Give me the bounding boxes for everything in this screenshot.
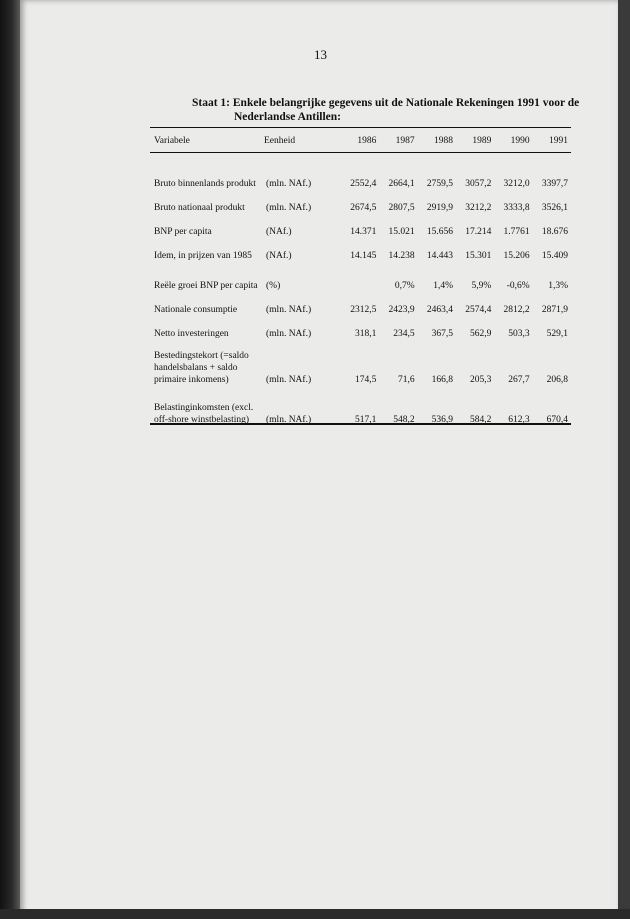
caption-line-2: Nederlandse Antillen: [234,111,342,123]
cell-value: 1.7761 [503,227,530,237]
cell-value: 562,9 [469,329,492,339]
row-label: BNP per capita [154,227,212,237]
cell-value: 2919,9 [426,203,453,213]
cell-value: 205,3 [469,375,492,385]
row-label: Belastinginkomsten (excl. off-shore winstbelasting) [154,403,254,425]
cell-value: 14.371 [350,227,377,237]
cell-value: 267,7 [508,375,530,385]
cell-value: 166,8 [431,375,453,385]
cell-value: 174,5 [354,375,377,385]
cell-value: 584,2 [469,415,492,425]
cell-value: 3057,2 [465,179,492,189]
cell-value: 2574,4 [465,305,492,315]
cell-value: 2552,4 [350,179,377,189]
page-number: 13 [314,47,327,62]
cell-value: 3212,2 [465,203,492,213]
row-label: Netto investeringen [154,329,229,339]
cell-value: 2312,5 [350,305,377,315]
cell-value: 2423,9 [388,305,415,315]
cell-value [340,262,378,292]
cell-value: 234,5 [393,329,415,339]
table-row [152,340,570,386]
row-unit: (mln. NAf.) [266,179,312,189]
header-unit: Eenheid [264,136,296,146]
header-year: 1989 [472,136,492,146]
cell-value: 3333,8 [503,203,530,213]
row-unit: (mln. NAf.) [266,305,312,315]
table-row [152,292,570,316]
cell-value: 529,1 [546,329,568,339]
table-row [152,190,570,214]
cell-value: 670,4 [546,415,568,425]
page-bottom-edge [0,909,630,919]
cell-value: 17.214 [465,227,492,237]
cell-value: 1,4% [433,281,453,291]
cell-value: 2674,5 [350,203,377,213]
page-right-edge [618,0,630,919]
row-unit: (mln. NAf.) [266,375,312,385]
cell-value: 206,8 [546,375,568,385]
cell-value: 5,9% [471,281,492,291]
cell-value: 517,1 [354,415,377,425]
cell-value: 1,3% [548,281,568,291]
document-page [20,0,618,919]
cell-value: 15.021 [388,227,415,237]
cell-value: 0,7% [394,281,415,291]
cell-value: 18.676 [541,227,568,237]
cell-value: 15.656 [426,227,453,237]
cell-value: 2807,5 [388,203,415,213]
header-year: 1990 [510,136,530,146]
row-unit: (mln. NAf.) [266,415,312,425]
cell-value: 3212,0 [503,179,530,189]
book-binding-edge [0,0,20,919]
cell-value: 15.409 [541,251,568,261]
table-top-rule [150,127,571,128]
cell-value: 2759,5 [426,179,453,189]
cell-value: 536,9 [431,415,453,425]
row-label: Idem, in prijzen van 1985 [154,251,252,261]
table-row [152,214,570,238]
table-header-row [152,130,570,152]
row-unit: (mln. NAf.) [266,203,312,213]
row-label: Nationale consumptie [154,305,238,315]
header-variable: Variabele [154,136,190,146]
row-label: Bruto binnenlands produkt [154,179,256,189]
caption-line-1: Staat 1: Enkele belangrijke gegevens uit de Nationale Rekeningen 1991 voor de [192,97,580,109]
row-unit: (mln. NAf.) [266,329,312,339]
table-row [152,386,570,426]
row-label: Bruto nationaal produkt [154,203,245,213]
cell-value: -0,6% [506,281,530,291]
cell-value: 503,3 [508,329,530,339]
table-row [152,262,570,292]
cell-value: 548,2 [393,415,415,425]
cell-value: 2664,1 [388,179,415,189]
row-unit: (NAf.) [266,251,292,261]
header-year: 1988 [433,136,453,146]
cell-value: 15.206 [503,251,530,261]
table-row [152,316,570,340]
cell-value: 367,5 [431,329,453,339]
cell-value: 318,1 [354,329,377,339]
row-unit: (%) [266,281,281,291]
cell-value: 2871,9 [541,305,568,315]
cell-value: 3526,1 [541,203,568,213]
header-year: 1991 [549,136,568,146]
cell-value: 71,6 [398,375,415,385]
cell-value: 14.145 [350,251,377,261]
table-caption [192,96,592,124]
cell-value: 2463,4 [426,305,453,315]
cell-value: 3397,7 [541,179,568,189]
table-row [152,238,570,262]
row-unit: (NAf.) [266,227,292,237]
cell-value: 14.443 [426,251,453,261]
table-row [152,152,570,190]
cell-value: 2812,2 [503,305,530,315]
row-label: Bestedingstekort (=saldo handelsbalans + saldo primaire inkomens) [154,351,249,385]
cell-value: 15.301 [465,251,492,261]
header-year: 1987 [395,136,415,146]
national-accounts-table [152,130,570,426]
header-year: 1986 [357,136,377,146]
cell-value: 14.238 [388,251,415,261]
row-label: Reële groei BNP per capita [154,281,258,291]
cell-value: 612,3 [508,415,530,425]
